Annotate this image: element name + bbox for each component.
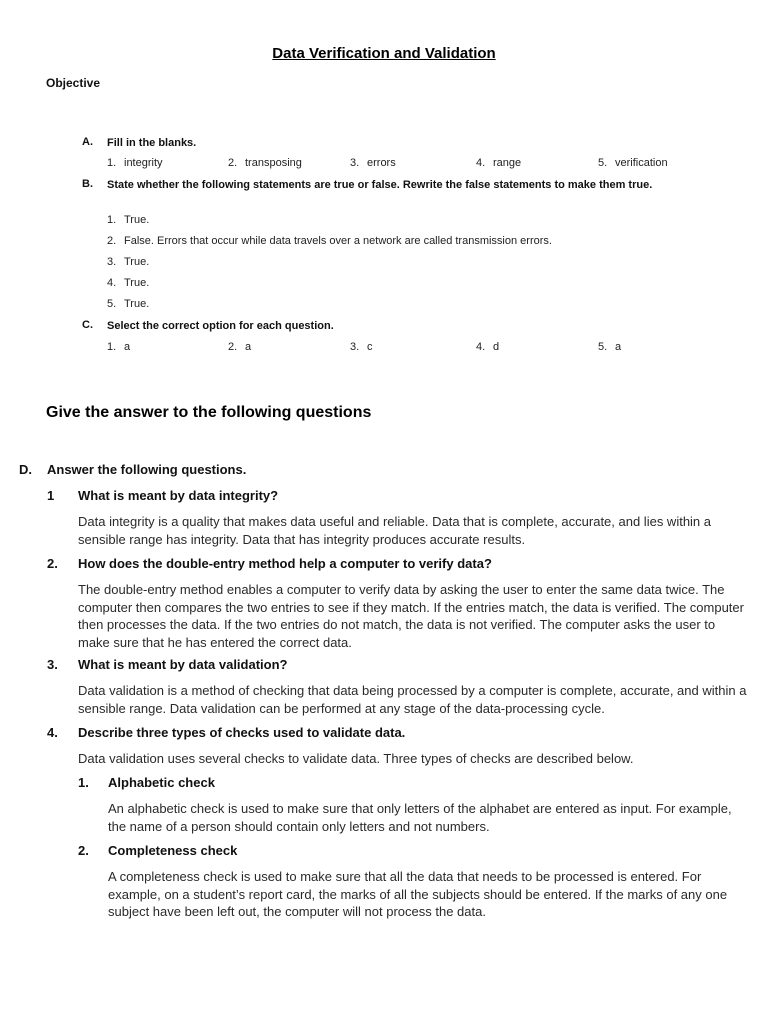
item-number: 1. xyxy=(107,214,117,226)
section-a-heading: Fill in the blanks. xyxy=(107,137,197,149)
item-number: 4. xyxy=(476,341,486,353)
answer-paragraph: Data validation uses several checks to validate data. Three types of checks are described below. xyxy=(78,751,634,766)
answer-paragraph: Data integrity is a quality that makes data useful and reliable. Data that is complete, accurate, and lies within a sensible range has integrity. Data that has integrity produces accurate results. xyxy=(78,514,712,547)
item-number: 5. xyxy=(598,341,608,353)
item-text: True. xyxy=(124,256,150,268)
item-text: a xyxy=(615,341,622,353)
answer-paragraph: The double-entry method enables a computer to verify data by asking the user to enter the same data twice. The computer then compares the two entries to see if they match. If the entries match, the data is verified. The computer then processes the data. If the two entries do not match, the data is not verified. The computer asks the user to make sure that he has entered the correct data. xyxy=(78,582,744,650)
item-text: True. xyxy=(124,277,150,289)
item-text: errors xyxy=(367,157,396,169)
item-number: 4. xyxy=(476,157,486,169)
question-number: 1 xyxy=(47,488,55,503)
section-c-item xyxy=(107,341,130,353)
item-number: 2. xyxy=(107,235,117,247)
item-text: verification xyxy=(615,157,668,169)
section-b-heading: State whether the following statements are true or false. Rewrite the false statements to make them true. xyxy=(107,179,653,191)
question-number: 2. xyxy=(47,556,58,571)
section-c-item xyxy=(228,341,251,353)
item-text: a xyxy=(245,341,252,353)
question-number: 3. xyxy=(47,657,58,672)
section-c-letter: C. xyxy=(82,319,93,331)
section-a-item xyxy=(350,157,396,169)
sub-item-title: Alphabetic check xyxy=(108,775,215,790)
section-c-heading: Select the correct option for each question. xyxy=(107,320,334,332)
section-a-item xyxy=(228,157,302,169)
section-d-letter: D. xyxy=(19,462,32,477)
page-title: Data Verification and Validation xyxy=(272,45,496,62)
item-text: transposing xyxy=(245,157,302,169)
item-text: False. Errors that occur while data travels over a network are called transmission errors. xyxy=(124,235,552,247)
section-a-item xyxy=(107,157,163,169)
section-a-item xyxy=(476,157,521,169)
section-c-item xyxy=(476,341,499,353)
section-b-letter: B. xyxy=(82,178,93,190)
sub-item-paragraph: An alphabetic check is used to make sure that only letters of the alphabet are entered as input. For example, the name of a person should contain only letters and not numbers. xyxy=(108,801,732,834)
section-d-heading: Answer the following questions. xyxy=(47,462,247,477)
answer-paragraph: Data validation is a method of checking that data being processed by a computer is complete, accurate, and within a sensible range. Data validation can be performed at any stage of the data-processing cycle. xyxy=(78,683,747,716)
sub-item-paragraph: A completeness check is used to make sure that all the data that needs to be processed is entered. For example, on a student’s report card, the marks of all the subjects should be entered. If the marks of any one subject have been left out, the computer will not process the data. xyxy=(108,869,728,919)
item-text: True. xyxy=(124,214,150,226)
item-number: 3. xyxy=(350,157,360,169)
question-text: Describe three types of checks used to validate data. xyxy=(78,725,406,740)
section-a-letter: A. xyxy=(82,136,93,148)
section-b-item xyxy=(107,214,149,226)
item-number: 2. xyxy=(228,341,238,353)
item-number: 2. xyxy=(228,157,238,169)
question-text: How does the double-entry method help a computer to verify data? xyxy=(78,556,492,571)
section-b-item xyxy=(107,256,149,268)
section-b-item xyxy=(107,298,149,310)
item-number: 3. xyxy=(350,341,360,353)
item-text: integrity xyxy=(124,157,163,169)
questions-heading: Give the answer to the following questions xyxy=(46,404,372,421)
section-a-item xyxy=(598,157,668,169)
section-c-item xyxy=(598,341,621,353)
item-number: 5. xyxy=(598,157,608,169)
item-text: a xyxy=(124,341,131,353)
question-text: What is meant by data integrity? xyxy=(78,488,279,503)
sub-item-number: 2. xyxy=(78,843,89,858)
item-number: 5. xyxy=(107,298,117,310)
section-b-item xyxy=(107,277,149,289)
sub-item-title: Completeness check xyxy=(108,843,238,858)
item-text: d xyxy=(493,341,500,353)
item-number: 1. xyxy=(107,157,117,169)
question-text: What is meant by data validation? xyxy=(78,657,288,672)
section-c-item xyxy=(350,341,373,353)
item-number: 4. xyxy=(107,277,117,289)
sub-item-number: 1. xyxy=(78,775,89,790)
objective-label: Objective xyxy=(46,76,101,90)
item-number: 3. xyxy=(107,256,117,268)
item-text: True. xyxy=(124,298,150,310)
question-number: 4. xyxy=(47,725,58,740)
item-text: range xyxy=(493,157,522,169)
item-number: 1. xyxy=(107,341,117,353)
section-b-item xyxy=(107,235,552,247)
item-text: c xyxy=(367,341,373,353)
